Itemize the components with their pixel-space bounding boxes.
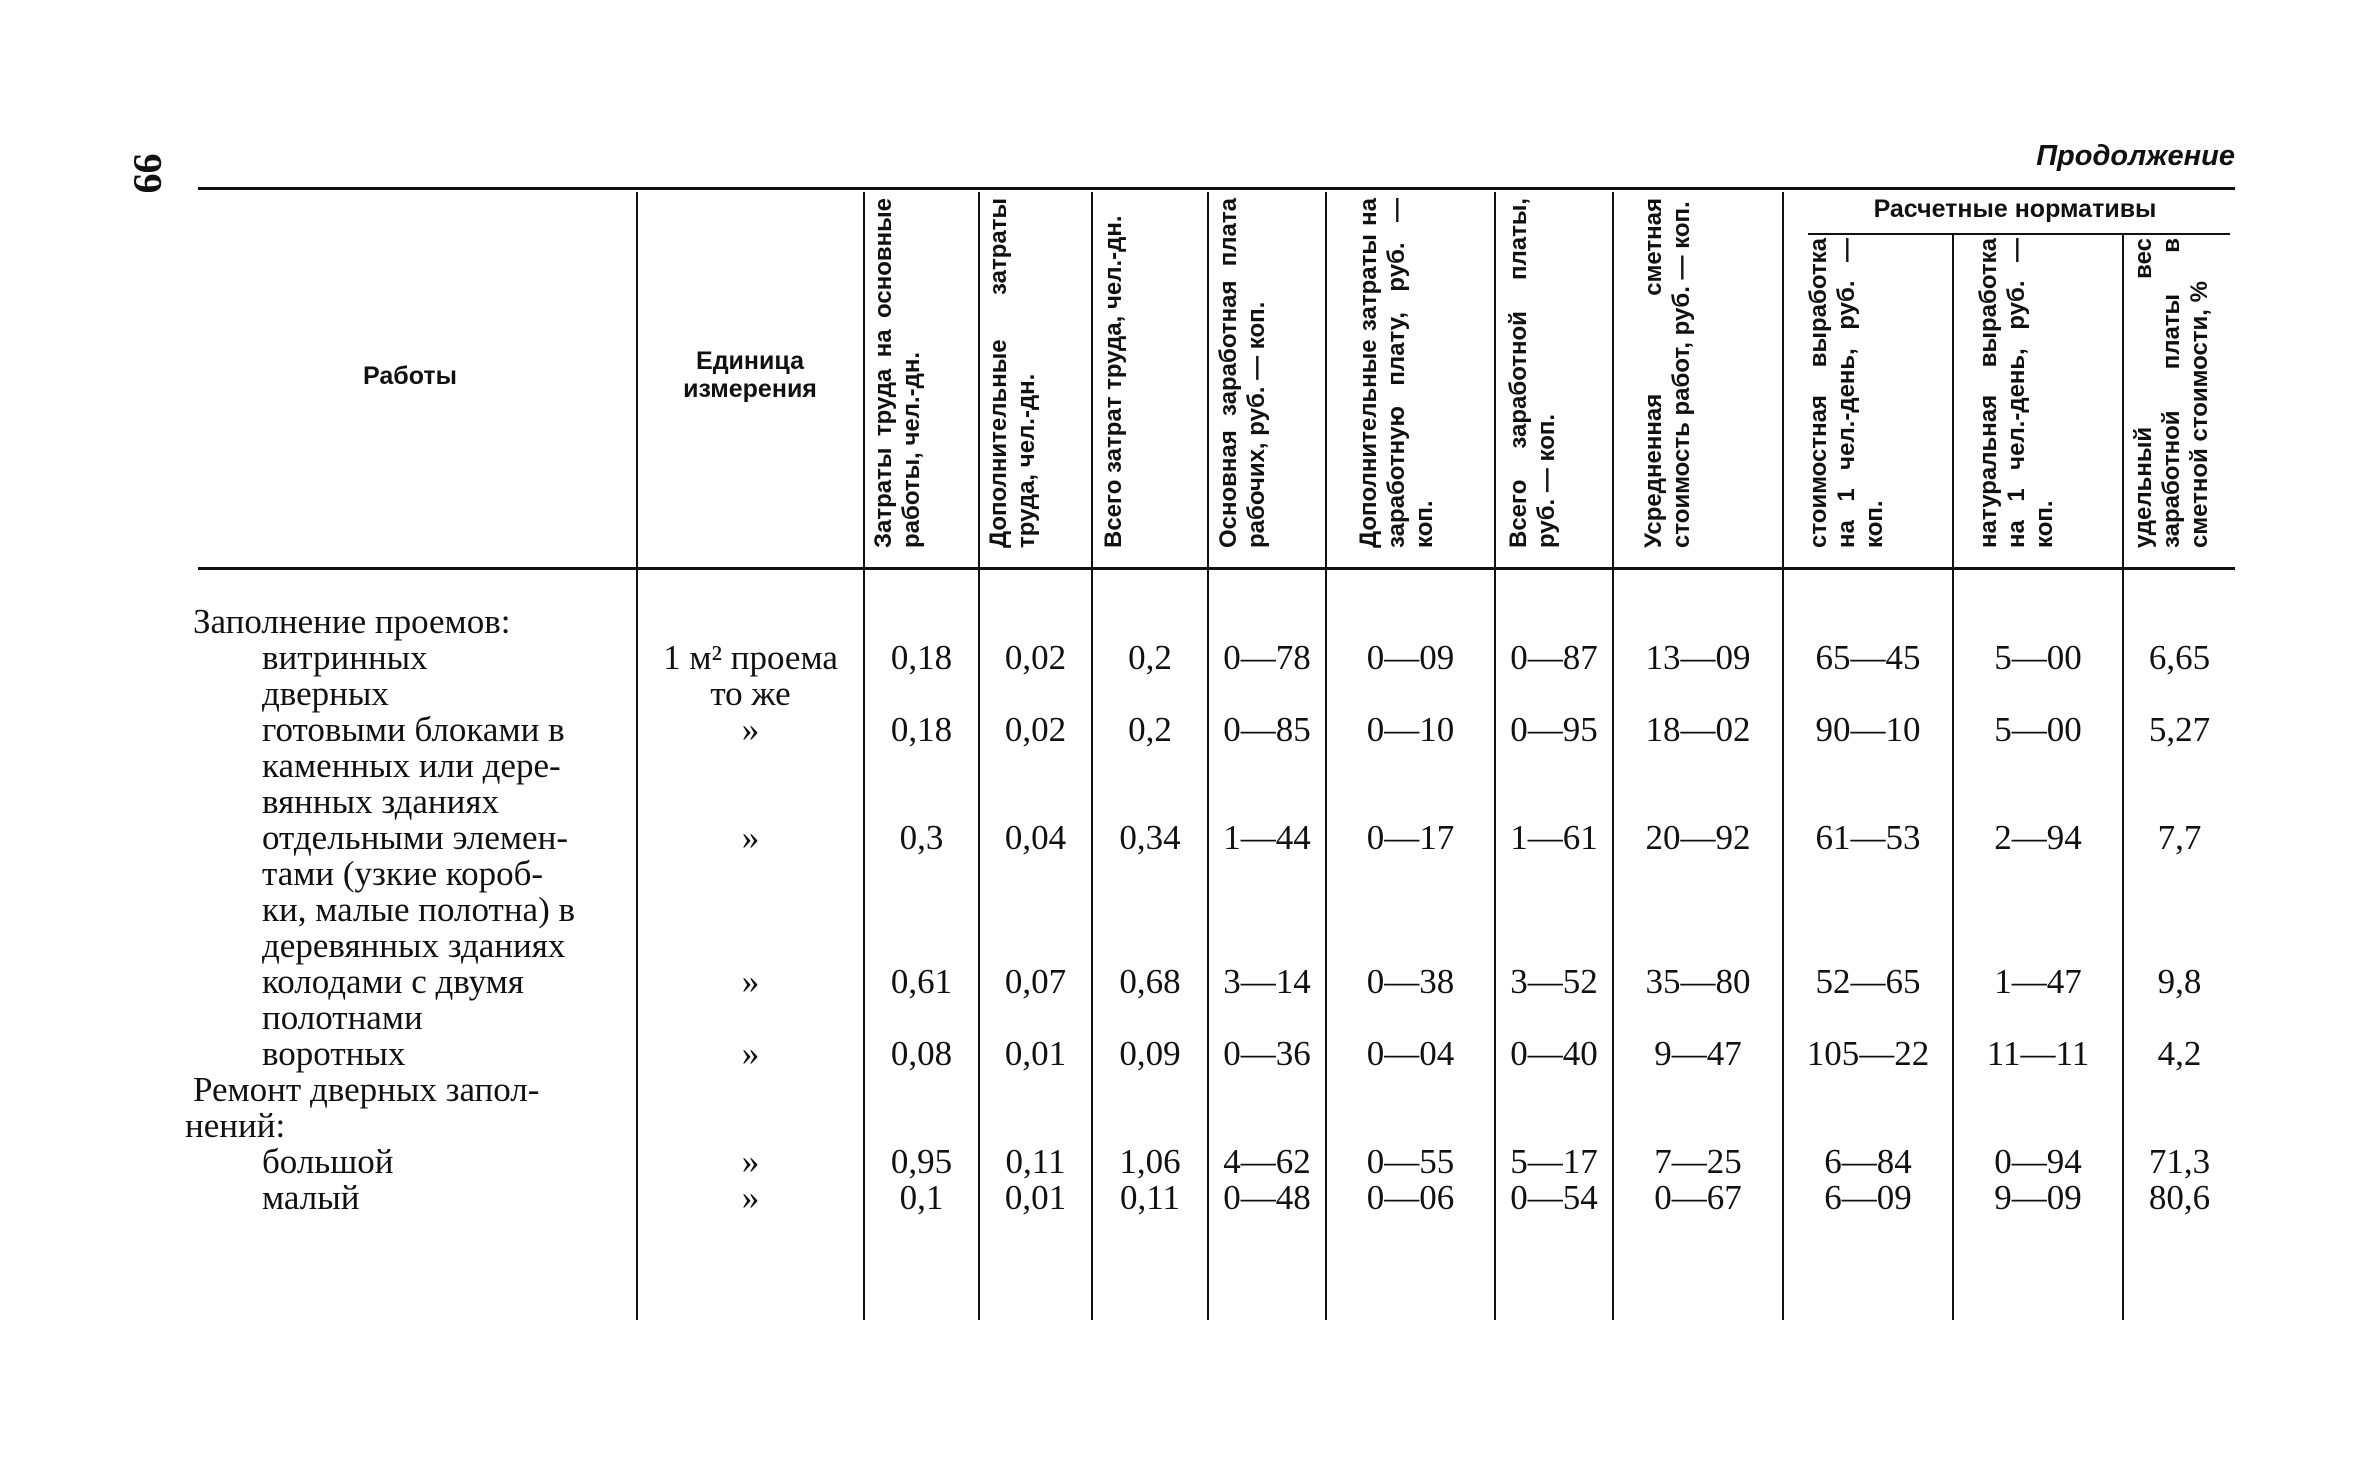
table-cell: 0—95: [1510, 710, 1598, 749]
table-cell: 0—10: [1366, 710, 1455, 749]
table-cell: 18—02: [1645, 710, 1751, 749]
table-cell: 0,07: [1004, 962, 1067, 1001]
table-cell: 0—38: [1366, 962, 1455, 1001]
work-item: большой: [262, 1142, 394, 1181]
table-cell: 0—06: [1366, 1178, 1455, 1217]
unit-cell: »: [741, 1142, 760, 1181]
table-cell: 7—25: [1654, 1142, 1742, 1181]
table-cell: 1—44: [1223, 818, 1311, 857]
work-item: вянных зданиях: [262, 782, 499, 821]
table-cell: 0,18: [890, 710, 953, 749]
table-cell: 65—45: [1815, 638, 1921, 677]
table-cell: 0—17: [1366, 818, 1455, 857]
table-cell: 9—09: [1994, 1178, 2082, 1217]
table-cell: 0—78: [1223, 638, 1311, 677]
table-cell: 52—65: [1815, 962, 1921, 1001]
work-heading: Ремонт дверных запол-: [193, 1070, 540, 1109]
table-cell: 11—11: [1986, 1034, 2090, 1073]
header-col-wage-main: Основная заработная плата рабочих, руб. — коп.: [1215, 198, 1270, 548]
header-col-natural-output: натуральная выработка на 1 чел.-день, руб. — коп.: [1975, 238, 2058, 548]
work-item: готовыми блоками в: [262, 710, 565, 749]
table-cell: 1—61: [1510, 818, 1598, 857]
header-col-labor-main: Затраты труда на основные работы, чел.-дн.: [870, 198, 925, 548]
table-cell: 6,65: [2148, 638, 2211, 677]
table-cell: 0,01: [1004, 1034, 1067, 1073]
table-cell: 5,27: [2148, 710, 2211, 749]
header-col-wage-extra: Дополнительные затраты на заработную плату, руб. — коп.: [1355, 198, 1438, 548]
table-cell: 6—84: [1824, 1142, 1912, 1181]
table-cell: 0,08: [890, 1034, 953, 1073]
table-cell: 0—67: [1654, 1178, 1742, 1217]
work-item: каменных или дере-: [262, 746, 561, 785]
table-cell: 3—14: [1223, 962, 1311, 1001]
unit-cell: »: [741, 1034, 760, 1073]
work-heading: нений:: [185, 1106, 286, 1145]
header-col-wage-total: Всего заработной платы, руб. — коп.: [1505, 198, 1560, 548]
header-col-wage-share: удельный вес заработной платы в сметной стоимости, %: [2130, 238, 2213, 548]
table-cell: 0,02: [1004, 638, 1067, 677]
table-cell: 0—48: [1223, 1178, 1311, 1217]
work-item: воротных: [262, 1034, 406, 1073]
table-cell: 0—36: [1223, 1034, 1311, 1073]
table-top-rule: [198, 187, 2235, 190]
table-cell: 0,09: [1119, 1034, 1181, 1073]
header-col-avg-cost: Усредненная сметная стоимость работ, руб. — коп.: [1640, 198, 1695, 548]
table-cell: 0—40: [1510, 1034, 1598, 1073]
table-cell: 4,2: [2157, 1034, 2202, 1073]
table-cell: 105—22: [1806, 1034, 1930, 1073]
unit-cell: 1 м² проема: [663, 638, 838, 677]
table-cell: 5—00: [1994, 638, 2082, 677]
header-col-cost-output: стоимостная выработка на 1 чел.-день, руб. — коп.: [1805, 238, 1888, 548]
continuation-label: Продолжение: [2036, 140, 2235, 172]
table-cell: 90—10: [1815, 710, 1921, 749]
unit-cell: то же: [710, 674, 791, 713]
table-cell: 9—47: [1654, 1034, 1742, 1073]
work-item: малый: [262, 1178, 360, 1217]
table-cell: 1,06: [1119, 1142, 1181, 1181]
table-cell: 0,01: [1004, 1178, 1067, 1217]
work-item: деревянных зданиях: [262, 926, 566, 965]
work-item: отдельными элемен-: [262, 818, 568, 857]
work-item: витринных: [262, 638, 428, 677]
unit-cell: »: [741, 818, 760, 857]
table-cell: 0—09: [1366, 638, 1455, 677]
header-unit: Единица измерения: [683, 347, 817, 403]
table-cell: 0,1: [899, 1178, 944, 1217]
table-cell: 0—85: [1223, 710, 1311, 749]
table-cell: 0,04: [1004, 818, 1067, 857]
table-cell: 0—87: [1510, 638, 1598, 677]
work-heading: Заполнение проемов:: [193, 602, 511, 641]
table-cell: 0,95: [890, 1142, 953, 1181]
work-item: тами (узкие короб-: [262, 854, 544, 893]
table-cell: 0,34: [1119, 818, 1181, 857]
table-cell: 3—52: [1510, 962, 1598, 1001]
table-cell: 0—55: [1366, 1142, 1455, 1181]
table-cell: 0,2: [1128, 710, 1172, 749]
table-cell: 5—17: [1510, 1142, 1598, 1181]
table-cell: 2—94: [1994, 818, 2082, 857]
table-cell: 0,11: [1005, 1142, 1066, 1181]
work-item: дверных: [262, 674, 389, 713]
table-cell: 0,61: [890, 962, 953, 1001]
group-header-rule: [1808, 233, 2230, 235]
unit-cell: »: [741, 962, 760, 1001]
table-cell: 6—09: [1824, 1178, 1912, 1217]
table-cell: 13—09: [1645, 638, 1751, 677]
header-group-title: Расчетные нормативы: [1873, 195, 2157, 223]
table-cell: 0—04: [1366, 1034, 1455, 1073]
header-col-labor-extra: Дополнительные затраты труда, чел.-дн.: [985, 198, 1040, 548]
table-cell: 0—54: [1510, 1178, 1598, 1217]
unit-cell: »: [741, 710, 760, 749]
table-cell: 0,18: [890, 638, 953, 677]
table-cell: 7,7: [2157, 818, 2202, 857]
work-item: ки, малые полотна) в: [262, 890, 576, 929]
table-cell: 0,68: [1119, 962, 1181, 1001]
table-cell: 9,8: [2157, 962, 2202, 1001]
table-cell: 0,2: [1128, 638, 1172, 677]
page-number: 99: [125, 153, 171, 194]
header-bottom-rule: [198, 567, 2235, 570]
table-cell: 71,3: [2148, 1142, 2211, 1181]
header-works: Работы: [363, 362, 457, 390]
table-cell: 0—94: [1994, 1142, 2082, 1181]
table-cell: 20—92: [1645, 818, 1751, 857]
table-cell: 4—62: [1223, 1142, 1311, 1181]
unit-cell: »: [741, 1178, 760, 1217]
table-cell: 5—00: [1994, 710, 2082, 749]
table-cell: 1—47: [1994, 962, 2082, 1001]
table-cell: 0,3: [899, 818, 944, 857]
work-item: полотнами: [262, 998, 423, 1037]
table-cell: 0,02: [1004, 710, 1067, 749]
table-cell: 0,11: [1120, 1178, 1180, 1217]
work-item: колодами с двумя: [262, 962, 524, 1001]
table-cell: 80,6: [2148, 1178, 2211, 1217]
table-cell: 35—80: [1645, 962, 1751, 1001]
table-cell: 61—53: [1815, 818, 1921, 857]
header-col-labor-total: Всего затрат труда, чел.-дн.: [1100, 215, 1127, 548]
